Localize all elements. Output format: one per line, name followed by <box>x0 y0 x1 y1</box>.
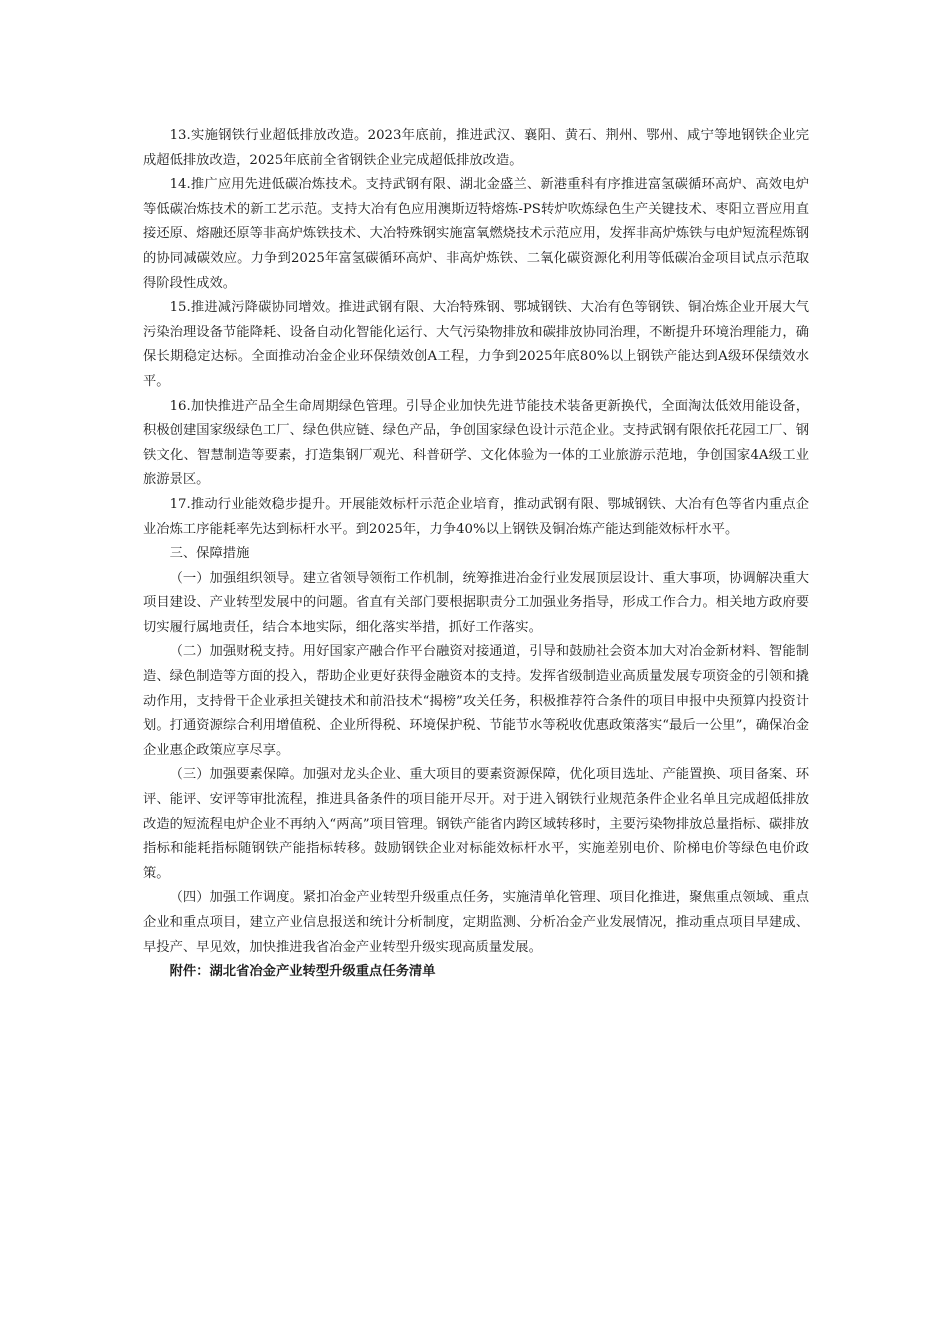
measure-finance-tax: （二）加强财税支持。用好国家产融合作平台融资对接通道，引导和鼓励社会资本加大对冶金新材料、智能制造、绿色制造等方面的投入，帮助企业更好获得金融资本的支持。发挥省级制造业高质量发展专项资金的引领和撬动作用，支持骨干企业承担关键技术和前沿技术“揭榜”攻关任务，积极推荐符合条件的项目申报中央预算内投资计划。打通资源综合利用增值税、企业所得税、环境保护税、节能节水等税收优惠政策落实“最后一公里”，确保冶金企业惠企政策应享尽享。 <box>143 644 809 758</box>
document-page <box>143 124 809 985</box>
measure-scheduling: （四）加强工作调度。紧扣冶金产业转型升级重点任务，实施清单化管理、项目化推进，聚焦重点领域、重点企业和重点项目，建立产业信息报送和统计分析制度，定期监测、分析冶金产业发展情况，推动重点项目早建成、早投产、早见效，加快推进我省冶金产业转型升级实现高质量发展。 <box>143 890 809 955</box>
paragraph-item-14: 14.推广应用先进低碳冶炼技术。支持武钢有限、湖北金盛兰、新港重科有序推进富氢碳循环高炉、高效电炉等低碳冶炼技术的新工艺示范。支持大冶有色应用澳斯迈特熔炼-PS转炉吹炼绿色生产关键技术、枣阳立晋应用直接还原、熔融还原等非高炉炼铁技术、大冶特殊钢实施富氧燃烧技术示范应用，发挥非高炉炼铁与电炉短流程炼钢的协同减碳效应。力争到2025年富氢碳循环高炉、非高炉炼铁、二氧化碳资源化利用等低碳冶金项目试点示范取得阶段性成效。 <box>143 177 809 291</box>
measure-organization: （一）加强组织领导。建立省领导领衔工作机制，统筹推进冶金行业发展顶层设计、重大事项，协调解决重大项目建设、产业转型发展中的问题。省直有关部门要根据职责分工加强业务指导，形成工作合力。相关地方政府要切实履行属地责任，结合本地实际，细化落实举措，抓好工作落实。 <box>143 570 809 635</box>
paragraph-item-13: 13.实施钢铁行业超低排放改造。2023年底前，推进武汉、襄阳、黄石、荆州、鄂州、咸宁等地钢铁企业完成超低排放改造，2025年底前全省钢铁企业完成超低排放改造。 <box>143 128 809 168</box>
paragraph-item-16: 16.加快推进产品全生命周期绿色管理。引导企业加快先进节能技术装备更新换代，全面淘汰低效用能设备，积极创建国家级绿色工厂、绿色供应链、绿色产品，争创国家绿色设计示范企业。支持武钢有限依托花园工厂、钢铁文化、智慧制造等要素，打造集钢厂观光、科普研学、文化体验为一体的工业旅游示范地，争创国家4A级工业旅游景区。 <box>143 398 809 488</box>
measure-factor-guarantee: （三）加强要素保障。加强对龙头企业、重大项目的要素资源保障，优化项目选址、产能置换、项目备案、环评、能评、安评等审批流程，推进具备条件的项目能开尽开。对于进入钢铁行业规范条件企业名单且完成超低排放改造的短流程电炉企业不再纳入“两高”项目管理。钢铁产能省内跨区域转移时，主要污染物排放总量指标、碳排放指标和能耗指标随钢铁产能指标转移。鼓励钢铁企业对标能效标杆水平，实施差别电价、阶梯电价等绿色电价政策。 <box>143 767 809 881</box>
section-heading: 三、保障措施 <box>169 546 250 562</box>
attachment-title: 附件：湖北省冶金产业转型升级重点任务清单 <box>169 964 436 980</box>
paragraph-item-15: 15.推进减污降碳协同增效。推进武钢有限、大冶特殊钢、鄂城钢铁、大冶有色等钢铁、铜冶炼企业开展大气污染治理设备节能降耗、设备自动化智能化运行、大气污染物排放和碳排放协同治理，不断提升环境治理能力，确保长期稳定达标。全面推动冶金企业环保绩效创A工程，力争到2025年底80%以上钢铁产能达到A级环保绩效水平。 <box>143 300 809 389</box>
paragraph-item-17: 17.推动行业能效稳步提升。开展能效标杆示范企业培育，推动武钢有限、鄂城钢铁、大冶有色等省内重点企业冶炼工序能耗率先达到标杆水平。到2025年，力争40%以上钢铁及铜冶炼产能达到能效标杆水平。 <box>143 496 809 537</box>
